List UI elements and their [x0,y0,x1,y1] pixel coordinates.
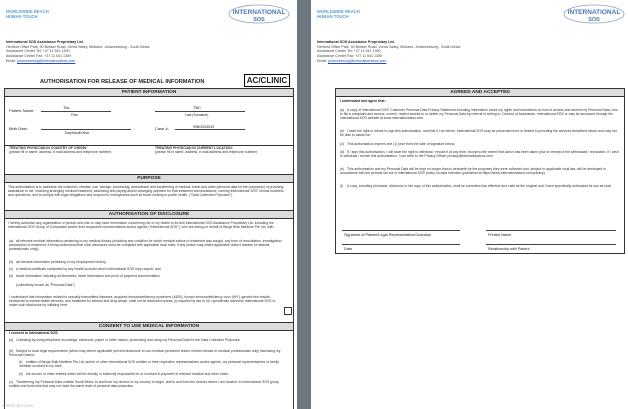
viewer-gutter [297,0,311,409]
header-tagline [6,10,49,19]
logo-text-1: INTERNATIONAL [567,9,621,16]
disclosure-item-b [9,260,289,264]
item-text: Subject to local legal requirements (which may where applicable prevent disclosure to non-medical personnel and/or restrict release to medical professionals only) disclosing my Personal Data to: [9,349,281,358]
tagline-line-2: HUMAN TOUCH [6,13,38,19]
relationship-line[interactable] [486,244,616,245]
address-block-p2 [317,40,460,64]
signature-line[interactable] [342,230,460,231]
email-link[interactable]: johannesburg@internationalsos.com [328,58,387,63]
consent-section [4,322,294,409]
phone: Assistance Center Tel: +27 11 541 1300 [6,49,70,54]
agreed-heading: AGREED AND ACCEPTED [336,89,624,97]
date-label: Date [344,247,353,251]
case-line [175,129,245,130]
item-text: A copy, including photostat, electronic or fax copy of this authorisation, shall be considered as effective and valid as the original and I have specifically authorised its use as such. [347,184,613,188]
purpose-section [4,174,294,211]
last-name-value[interactable]: TBC [193,105,201,110]
understand-text: I understand that information related to sexually transmitted diseases, acquired immunodeficiency syndrome (AIDS), human immunodeficiency virus (HIV), genetic test results, behavioral or mental health services, and treatment for alcohol and drug abuse, shall not be disclosed unless; (i) required by law or (ii) I specifically authorise International SOS to make such disclosure by initialing here: [9,295,276,308]
birth-date-label: Birth Date: [9,126,28,131]
email-link[interactable]: johannesburg@internationalsos.com [17,58,76,63]
disclosure-item-d [9,274,289,278]
item-text: This authorisation and my Personal Data will be kept no longer than is desirable for the purposes they were collected and, subject to applicable local law, will be destroyed in accordance with the periods set out in International SOS' policy on data retention (published at https://www.internationalsos.com/privacy). [340,167,606,176]
item-mark: (ii) [19,372,23,376]
case-label: Case #: [155,126,169,131]
physician-section [4,144,294,175]
item-mark: (b) [9,349,14,353]
agreed-intro: I understand and agree that : [340,99,387,103]
consent-item-b-i [19,360,289,368]
logo-text-1: INTERNATIONAL [232,9,286,16]
item-mark: (c) [340,142,344,146]
international-sos-logo [228,4,290,24]
item-text: a medical certificate completed by any health provider which International SOS may require; and [16,267,161,271]
company-name: International SOS Assistance Proprietary Ltd. [317,40,395,44]
item-mark: (i) [19,360,23,364]
patient-name-label: Patient Name: [9,108,35,113]
item-text: all relevant medical information pertaining to my medical history (including any condition for which medical advice or treatment was sought, any form of consultation, investigation, prescription or treatment, it being understood that such disclosure must be compliant with applicable local rules, if any (which may where applicable restrict release of medical professionals only)); [9,239,283,252]
email-label: Email: [6,58,16,63]
patient-heading: PATIENT INFORMATION [5,89,293,97]
item-mark: (a) [340,108,345,112]
physician-origin [9,146,141,154]
patient-information-section [4,88,294,146]
birth-date-line[interactable] [41,129,131,130]
consent-intro: I consent to International SOS: [9,331,59,335]
tagline-line-1: WORLDWIDE REACH [6,9,49,14]
watermark: CSDN @wzyes [2,403,34,408]
collective-note: (collectively known as "Personal Data") [16,283,75,287]
item-mark: (b) [340,129,345,133]
item-mark: (c) [9,267,13,271]
physician-current-label: TREATING PHYSICIAN IN CURRENT LOCATION: [155,146,233,150]
item-text: Transferring my Personal Data outside South Africa, to and from my doctors in my country of origin, and to and from the doctors where I am located, to International SOS group entities and territories that may not have the same level of personal data protection. [9,380,279,389]
item-text: travel information including all itineraries, ticket information and proof of payment documentation [16,274,160,278]
initial-box[interactable] [284,307,292,315]
consent-item-b [9,349,289,357]
phone: Assistance Center Tel: +27 11 541 1300 [317,49,381,54]
fax: Assistance Center Fax: +27 11 541 1359 [6,54,71,59]
consent-heading: CONSENT TO USE MEDICAL INFORMATION [5,322,293,331]
disclosure-heading: AUTHORISATION OF DISCLOSURE [5,210,293,219]
tagline-line-2: HUMAN TOUCH [317,13,349,19]
item-mark: (a) [9,239,14,243]
form-title-row [40,74,290,88]
email-row [317,59,460,64]
item-mark: (f) [340,184,344,188]
item-text: the insurer or other entities which will be directly or indirectly responsible for or involved in payment of relevant medical and other costs. [26,372,229,376]
purpose-heading: PURPOSE [5,174,293,183]
form-title: AUTHORISATION FOR RELEASE OF MEDICAL INFORMATION [40,79,205,85]
agreed-item-d [340,150,620,158]
disclosure-item-a [9,239,289,251]
agreed-item-c [340,142,620,146]
item-text: I have the right to refuse to sign this authorisation, and that if I do refuse, International SOS may be prevented from or limited in providing the services described above and may not be able to assist me. [340,129,617,138]
relationship-label: Relationship with Patient [488,247,530,251]
agreed-section [335,88,625,254]
physician-current-note: (please fill in name, address, e-mail address and telephone number) [155,150,258,155]
first-name-value[interactable]: Tbc [63,105,70,110]
agreed-item-a [340,108,620,120]
first-name-line [41,111,111,112]
consent-item-c [9,380,289,388]
agreed-item-e [340,167,620,175]
logo-text-2: SOS [253,17,265,23]
item-text: A copy of International SOS' Customer Personal Data Privacy Statement including information about my rights and instructions on how to access and amend my Personal Data, how to file a complaint and access, correct, restrict access to or delete my Personal Data by referral in writing to: Director of Assistance, International SOS or may be accessed through the International SOS website at www.internationalsos.com. [340,108,618,121]
date-line[interactable] [342,244,460,245]
form-code: AC/CLINIC [244,74,290,87]
physician-origin-label: TREATING PHYSICIAN IN COUNTRY OF ORIGIN: [9,146,88,150]
last-name-line [155,111,245,112]
physician-current [155,146,287,154]
item-mark: (d) [9,274,14,278]
address-block [6,40,149,64]
fax: Assistance Center Fax: +27 11 541 1359 [317,54,382,59]
item-mark: (a) [9,338,14,342]
document-page-1 [0,0,297,409]
disclosure-intro: I hereby authorise any organisation or person who has or may have information concerning me or my health to furnish International SOS Assistance Proprietary Ltd, including the International SOS Group of Companies and/or their respective representatives and/or agents ("International SOS"), who are acting on behalf of Berge Bulk Maritime Pte Ltd, with: [8,221,275,230]
item-text: This authorisation expires one (1) year from the date of signature below. [347,142,455,146]
item-text: Collecting by using telephone recordings, electronic, paper or other means, processing and using my Personal Data for the Data Collection Purposes; [16,338,241,342]
dob-caption: Day/Month/Year [65,131,90,135]
office-address: Hertford Office Park, 90 Bekker Road, Vorna Valley, Midrand, Johannesburg - South Africa [317,44,461,49]
last-caption: Last (Surname) [185,113,209,117]
header-tagline-p2 [317,10,360,19]
item-text: If I sign this authorisation, I will have the right to withdraw / revoke it at any time, except to the extent that action has been taken prior to receipt of the withdrawal / revocation. If I wish to withdraw / revoke this authorisation, I can write to the Privacy Officer privacy@internationalsos.com. [340,150,619,159]
item-mark: (e) [340,167,345,171]
physician-origin-note: (please fill in name, address, e-mail address and telephone number) [9,150,112,155]
document-page-2 [311,0,628,409]
international-sos-logo [563,4,625,24]
consent-item-b-ii [19,372,289,376]
disclosure-item-c [9,267,289,271]
signature-label: Signature of Patient/Legal Representative/Guardian [344,233,431,237]
first-caption: First [71,113,78,117]
printed-name-label: Printed Name [488,233,512,237]
item-mark: (b) [9,260,14,264]
agreed-item-b [340,129,620,137]
purpose-text: This authorisation is to authorise the collection, release, use, storage, processing, amendment and transferring of medical, travel and other personal data for the purpose(s) of providing assistance to me, including arranging medical treatment, assessing and paying and/or arranging payment for that treatment and assistance, running International SOS' normal business and operations, and to comply with legal obligations and respond to emergencies such as those relating to public health. ("Data Collection Purposes"). [8,185,284,198]
printed-name-line[interactable] [486,230,616,231]
company-name: International SOS Assistance Proprietary Ltd. [6,40,84,44]
consent-item-a [9,338,289,342]
office-address: Hertford Office Park, 90 Bekker Road, Vorna Valley, Midrand, Johannesburg - South Africa [6,44,150,49]
item-text: all relevant information pertaining to my employment history; [16,260,107,264]
item-mark: (c) [9,380,13,384]
logo-text-2: SOS [588,17,600,23]
agreed-item-f [340,184,620,188]
disclosure-section [4,210,294,323]
case-value[interactable]: 99BO003033 [193,125,215,129]
item-text: entities of Berge Bulk Maritime Pte Ltd, and/or of other International SOS entities or their respective representatives and/or agents, my personal representatives or family member involved in my care; [19,360,279,369]
item-mark: (d) [340,150,345,154]
email-row [6,59,149,64]
email-label: Email: [317,58,327,63]
tagline-line-1: WORLDWIDE REACH [317,9,360,14]
